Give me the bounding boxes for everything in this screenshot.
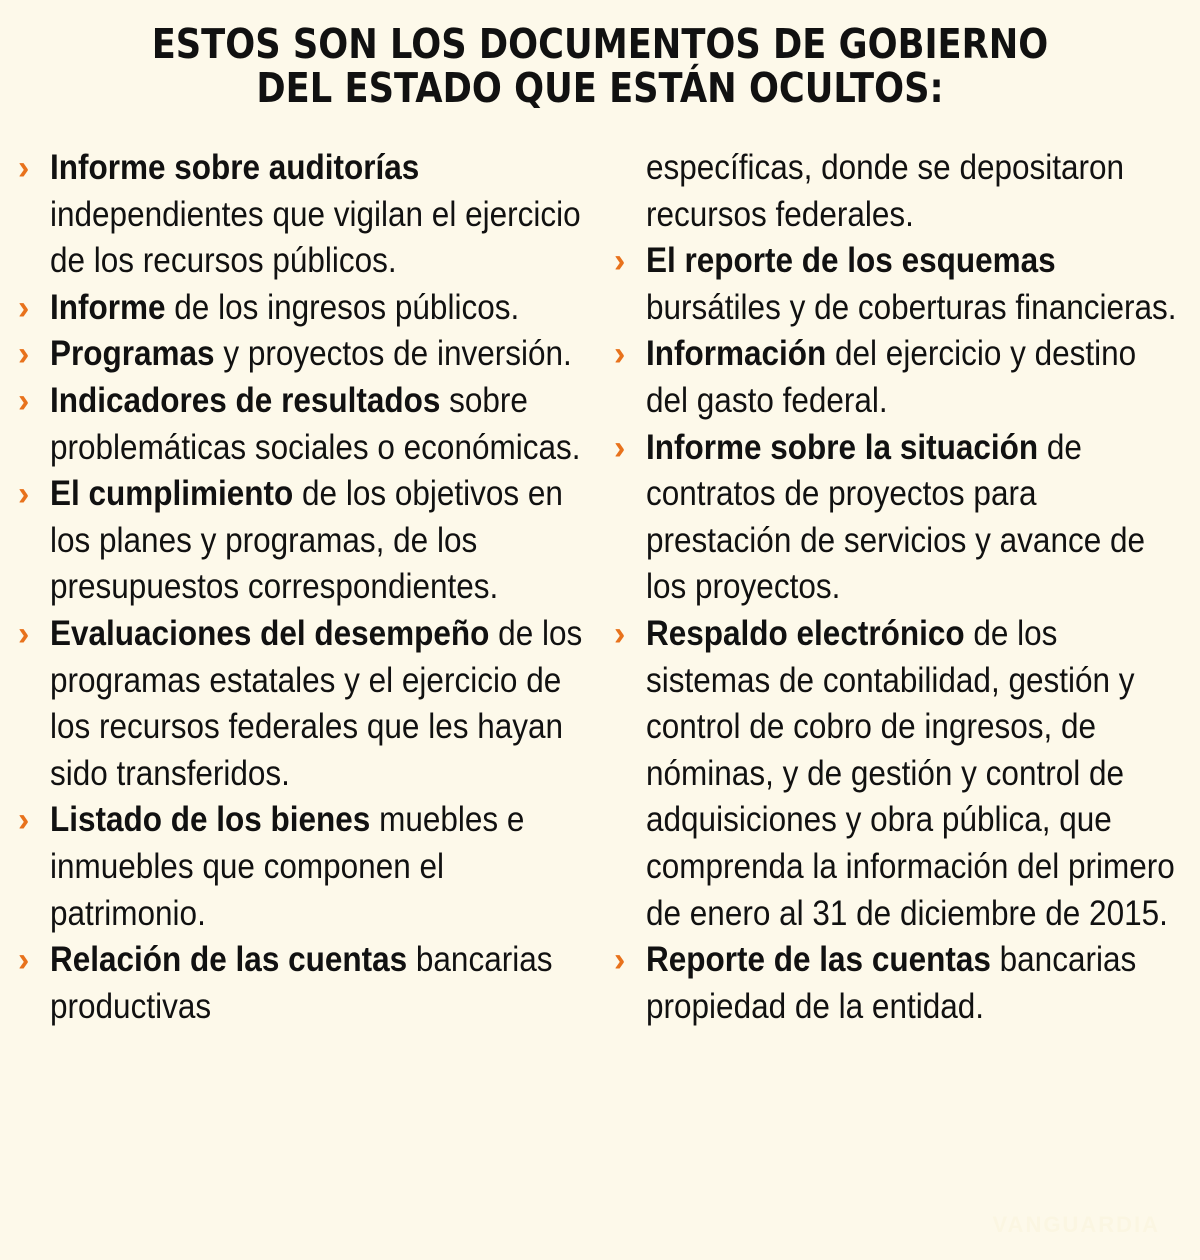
list-item [18,145,598,285]
chevron-right-icon: › [18,614,30,653]
item-description: de contratos de proyectos para prestación de servicios y avance de los proyectos. [646,427,1146,607]
title-line-1: ESTOS SON LOS DOCUMENTOS DE GOBIERNO [151,20,1049,68]
chevron-right-icon: › [614,941,626,980]
item-heading: El cumplimiento [50,474,294,514]
chevron-right-icon: › [18,941,30,980]
item-description: de los objetivos en los planes y programas, de los presupuestos correspondientes. [50,474,563,607]
chevron-right-icon: › [18,288,30,327]
continuation-text: específicas, donde se depositaron recursos federales. [646,148,1125,234]
list-item [614,331,1184,424]
list-item [614,425,1184,611]
item-heading: Reporte de las cuentas [646,940,991,980]
chevron-right-icon: › [18,381,30,420]
chevron-right-icon: › [614,614,626,653]
item-heading: Evaluaciones del desempeño [50,613,490,653]
item-heading: Programas [50,334,215,374]
item-description: bancarias productivas [50,940,553,1026]
watermark: VANGUARDIA [992,1212,1160,1237]
list-item [18,797,598,937]
list-item [614,611,1184,937]
item-heading: Listado de los bienes [50,800,371,840]
list-item [18,285,598,332]
list-item [614,238,1184,331]
item-heading: Informe sobre auditorías [50,148,420,187]
right-column [614,145,1184,1030]
item-description: del ejercicio y destino del gasto federal. [646,334,1137,420]
list-item [18,611,598,797]
item-heading: Información [646,334,827,374]
left-column [18,145,598,1030]
chevron-right-icon: › [614,335,626,374]
item-description: muebles e inmuebles que componen el patrimonio. [50,800,525,933]
item-heading: El reporte de los esquemas [646,241,1056,281]
list-item [18,378,598,471]
item-heading: Indicadores de resultados [50,380,441,420]
chevron-right-icon: › [614,242,626,281]
title-line-2: DEL ESTADO QUE ESTÁN OCULTOS: [256,64,944,112]
item-description: de los sistemas de contabilidad, gestión y control de cobro de ingresos, de nóminas, y de gestión y control de adquisiciones y obra pública, que comprenda la información del primero de enero al 31 de diciembre de 2015. [646,613,1175,933]
chevron-right-icon: › [614,428,626,467]
chevron-right-icon: › [18,801,30,840]
list-item [18,937,598,1030]
chevron-right-icon: › [18,149,30,187]
item-description: de los ingresos públicos. [165,287,520,327]
item-heading: Informe sobre la situación [646,427,1039,467]
item-description: bursátiles y de coberturas financieras. [646,287,1177,327]
list-item [18,471,598,611]
item-heading: Relación de las cuentas [50,940,408,980]
item-description: y proyectos de inversión. [214,334,572,374]
item-description: independientes que vigilan el ejercicio de los recursos públicos. [50,194,581,281]
right-items [614,238,1184,1030]
item-heading: Respaldo electrónico [646,613,965,653]
list-item [614,937,1184,1030]
page-title [84,22,1116,110]
item-description: sobre problemáticas sociales o económicas. [50,380,581,467]
item-description: de los programas estatales y el ejercicio de los recursos federales que les hayan sido transferidos. [50,613,583,793]
item-heading: Informe [50,287,166,327]
chevron-right-icon: › [18,335,30,374]
list-item [18,331,598,378]
item-description: bancarias propiedad de la entidad. [646,940,1137,1026]
chevron-right-icon: › [18,475,30,514]
